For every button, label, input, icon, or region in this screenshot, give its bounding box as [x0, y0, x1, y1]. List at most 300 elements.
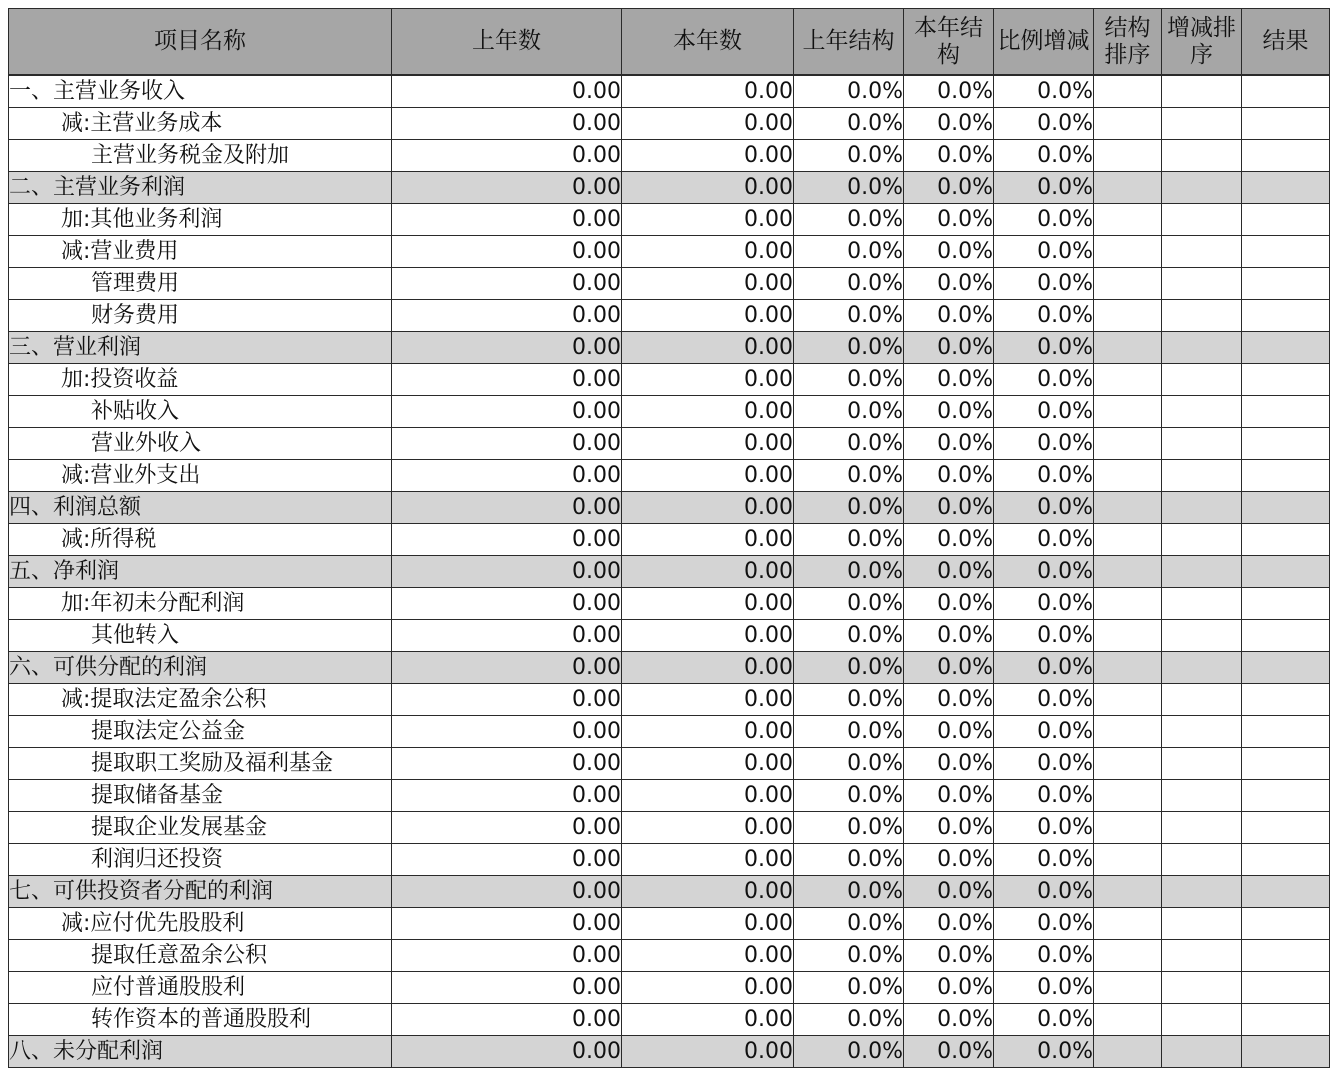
cell-prev-year[interactable]: 0.00 — [392, 652, 622, 684]
cell-structure-rank[interactable] — [1094, 908, 1162, 940]
cell-prev-year[interactable]: 0.00 — [392, 428, 622, 460]
cell-change-rank[interactable] — [1162, 75, 1242, 108]
cell-prev-year[interactable]: 0.00 — [392, 140, 622, 172]
cell-ratio-change[interactable]: 0.0% — [994, 684, 1094, 716]
cell-prev-year[interactable]: 0.00 — [392, 108, 622, 140]
cell-curr-year[interactable]: 0.00 — [622, 108, 794, 140]
cell-structure-rank[interactable] — [1094, 364, 1162, 396]
cell-curr-structure[interactable]: 0.0% — [904, 748, 994, 780]
cell-structure-rank[interactable] — [1094, 460, 1162, 492]
cell-item-name[interactable]: 加:年初未分配利润 — [9, 588, 392, 620]
cell-ratio-change[interactable]: 0.0% — [994, 364, 1094, 396]
table-row-section — [9, 1036, 1330, 1068]
cell-prev-structure[interactable]: 0.0% — [794, 844, 904, 876]
table-row — [9, 716, 1330, 748]
cell-item-name[interactable]: 减:主营业务成本 — [9, 108, 392, 140]
cell-change-rank[interactable] — [1162, 332, 1242, 364]
cell-curr-year[interactable]: 0.00 — [622, 876, 794, 908]
cell-item-name[interactable]: 减:应付优先股股利 — [9, 908, 392, 940]
cell-curr-year[interactable]: 0.00 — [622, 556, 794, 588]
table-row — [9, 396, 1330, 428]
cell-item-name[interactable]: 利润归还投资 — [9, 844, 392, 876]
cell-item-name[interactable]: 减:所得税 — [9, 524, 392, 556]
cell-prev-year[interactable]: 0.00 — [392, 268, 622, 300]
cell-prev-structure[interactable]: 0.0% — [794, 75, 904, 108]
header-cell-change-rank[interactable]: 增减排序 — [1162, 9, 1242, 76]
cell-prev-year[interactable]: 0.00 — [392, 684, 622, 716]
cell-structure-rank[interactable] — [1094, 716, 1162, 748]
cell-curr-year[interactable]: 0.00 — [622, 652, 794, 684]
cell-prev-year[interactable]: 0.00 — [392, 908, 622, 940]
cell-prev-structure[interactable]: 0.0% — [794, 780, 904, 812]
table-row — [9, 364, 1330, 396]
header-row — [9, 9, 1330, 76]
cell-result[interactable] — [1242, 876, 1330, 908]
cell-prev-year[interactable]: 0.00 — [392, 940, 622, 972]
cell-curr-year[interactable]: 0.00 — [622, 172, 794, 204]
cell-prev-structure[interactable]: 0.0% — [794, 1036, 904, 1068]
header-cell-ratio-change[interactable]: 比例增减 — [994, 9, 1094, 76]
cell-result[interactable] — [1242, 300, 1330, 332]
cell-structure-rank[interactable] — [1094, 972, 1162, 1004]
cell-ratio-change[interactable]: 0.0% — [994, 428, 1094, 460]
cell-result[interactable] — [1242, 620, 1330, 652]
cell-ratio-change[interactable]: 0.0% — [994, 204, 1094, 236]
header-cell-item-name[interactable]: 项目名称 — [9, 9, 392, 76]
cell-ratio-change[interactable]: 0.0% — [994, 716, 1094, 748]
cell-change-rank[interactable] — [1162, 140, 1242, 172]
cell-prev-structure[interactable]: 0.0% — [794, 908, 904, 940]
cell-result[interactable] — [1242, 492, 1330, 524]
cell-curr-structure[interactable]: 0.0% — [904, 876, 994, 908]
cell-item-name[interactable]: 提取企业发展基金 — [9, 812, 392, 844]
cell-prev-structure[interactable]: 0.0% — [794, 172, 904, 204]
cell-prev-structure[interactable]: 0.0% — [794, 588, 904, 620]
cell-prev-structure[interactable]: 0.0% — [794, 300, 904, 332]
cell-curr-structure[interactable]: 0.0% — [904, 492, 994, 524]
cell-item-name[interactable]: 五、净利润 — [9, 556, 392, 588]
cell-change-rank[interactable] — [1162, 652, 1242, 684]
cell-result[interactable] — [1242, 172, 1330, 204]
cell-curr-structure[interactable]: 0.0% — [904, 396, 994, 428]
cell-result[interactable] — [1242, 684, 1330, 716]
cell-curr-structure[interactable]: 0.0% — [904, 204, 994, 236]
cell-structure-rank[interactable] — [1094, 236, 1162, 268]
cell-item-name[interactable]: 提取储备基金 — [9, 780, 392, 812]
cell-item-name[interactable]: 加:投资收益 — [9, 364, 392, 396]
cell-result[interactable] — [1242, 652, 1330, 684]
cell-prev-structure[interactable]: 0.0% — [794, 364, 904, 396]
cell-structure-rank[interactable] — [1094, 1004, 1162, 1036]
cell-change-rank[interactable] — [1162, 492, 1242, 524]
cell-structure-rank[interactable] — [1094, 652, 1162, 684]
cell-prev-year[interactable]: 0.00 — [392, 364, 622, 396]
cell-curr-structure[interactable]: 0.0% — [904, 908, 994, 940]
cell-curr-year[interactable]: 0.00 — [622, 332, 794, 364]
cell-curr-year[interactable]: 0.00 — [622, 972, 794, 1004]
cell-item-name[interactable]: 加:其他业务利润 — [9, 204, 392, 236]
cell-result[interactable] — [1242, 75, 1330, 108]
cell-prev-year[interactable]: 0.00 — [392, 716, 622, 748]
cell-item-name[interactable]: 财务费用 — [9, 300, 392, 332]
cell-structure-rank[interactable] — [1094, 332, 1162, 364]
cell-item-name[interactable]: 三、营业利润 — [9, 332, 392, 364]
cell-structure-rank[interactable] — [1094, 556, 1162, 588]
cell-curr-year[interactable]: 0.00 — [622, 492, 794, 524]
cell-result[interactable] — [1242, 460, 1330, 492]
cell-result[interactable] — [1242, 812, 1330, 844]
cell-change-rank[interactable] — [1162, 108, 1242, 140]
cell-result[interactable] — [1242, 1004, 1330, 1036]
cell-structure-rank[interactable] — [1094, 876, 1162, 908]
cell-item-name[interactable]: 一、主营业务收入 — [9, 75, 392, 108]
cell-curr-structure[interactable]: 0.0% — [904, 1004, 994, 1036]
cell-item-name[interactable]: 转作资本的普通股股利 — [9, 1004, 392, 1036]
cell-prev-year[interactable]: 0.00 — [392, 812, 622, 844]
cell-prev-structure[interactable]: 0.0% — [794, 940, 904, 972]
cell-change-rank[interactable] — [1162, 748, 1242, 780]
cell-curr-year[interactable]: 0.00 — [622, 140, 794, 172]
cell-curr-structure[interactable]: 0.0% — [904, 716, 994, 748]
cell-prev-year[interactable]: 0.00 — [392, 1004, 622, 1036]
cell-curr-structure[interactable]: 0.0% — [904, 940, 994, 972]
cell-structure-rank[interactable] — [1094, 588, 1162, 620]
table-row — [9, 748, 1330, 780]
cell-change-rank[interactable] — [1162, 428, 1242, 460]
cell-result[interactable] — [1242, 1036, 1330, 1068]
cell-result[interactable] — [1242, 396, 1330, 428]
cell-ratio-change[interactable]: 0.0% — [994, 620, 1094, 652]
cell-change-rank[interactable] — [1162, 460, 1242, 492]
cell-prev-year[interactable]: 0.00 — [392, 492, 622, 524]
cell-prev-year[interactable]: 0.00 — [392, 460, 622, 492]
cell-structure-rank[interactable] — [1094, 844, 1162, 876]
cell-ratio-change[interactable]: 0.0% — [994, 332, 1094, 364]
cell-curr-year[interactable]: 0.00 — [622, 588, 794, 620]
cell-change-rank[interactable] — [1162, 876, 1242, 908]
cell-result[interactable] — [1242, 780, 1330, 812]
cell-structure-rank[interactable] — [1094, 748, 1162, 780]
cell-prev-structure[interactable]: 0.0% — [794, 140, 904, 172]
cell-ratio-change[interactable]: 0.0% — [994, 556, 1094, 588]
cell-ratio-change[interactable]: 0.0% — [994, 460, 1094, 492]
cell-structure-rank[interactable] — [1094, 396, 1162, 428]
cell-change-rank[interactable] — [1162, 172, 1242, 204]
cell-curr-structure[interactable]: 0.0% — [904, 972, 994, 1004]
cell-change-rank[interactable] — [1162, 620, 1242, 652]
cell-item-name[interactable]: 主营业务税金及附加 — [9, 140, 392, 172]
cell-prev-year[interactable]: 0.00 — [392, 332, 622, 364]
cell-ratio-change[interactable]: 0.0% — [994, 908, 1094, 940]
cell-curr-year[interactable]: 0.00 — [622, 748, 794, 780]
header-cell-curr-year[interactable]: 本年数 — [622, 9, 794, 76]
cell-prev-structure[interactable]: 0.0% — [794, 812, 904, 844]
cell-item-name[interactable]: 减:营业外支出 — [9, 460, 392, 492]
cell-ratio-change[interactable]: 0.0% — [994, 492, 1094, 524]
cell-ratio-change[interactable]: 0.0% — [994, 812, 1094, 844]
cell-result[interactable] — [1242, 940, 1330, 972]
cell-item-name[interactable]: 营业外收入 — [9, 428, 392, 460]
cell-prev-structure[interactable]: 0.0% — [794, 460, 904, 492]
cell-ratio-change[interactable]: 0.0% — [994, 1036, 1094, 1068]
cell-ratio-change[interactable]: 0.0% — [994, 75, 1094, 108]
cell-prev-year[interactable]: 0.00 — [392, 588, 622, 620]
cell-prev-year[interactable]: 0.00 — [392, 236, 622, 268]
cell-item-name[interactable]: 八、未分配利润 — [9, 1036, 392, 1068]
cell-item-name[interactable]: 应付普通股股利 — [9, 972, 392, 1004]
cell-item-name[interactable]: 补贴收入 — [9, 396, 392, 428]
cell-curr-year[interactable]: 0.00 — [622, 1004, 794, 1036]
cell-ratio-change[interactable]: 0.0% — [994, 588, 1094, 620]
cell-curr-year[interactable]: 0.00 — [622, 780, 794, 812]
cell-structure-rank[interactable] — [1094, 684, 1162, 716]
cell-change-rank[interactable] — [1162, 812, 1242, 844]
cell-ratio-change[interactable]: 0.0% — [994, 396, 1094, 428]
cell-change-rank[interactable] — [1162, 940, 1242, 972]
cell-change-rank[interactable] — [1162, 524, 1242, 556]
cell-prev-structure[interactable]: 0.0% — [794, 972, 904, 1004]
cell-item-name[interactable]: 减:提取法定盈余公积 — [9, 684, 392, 716]
cell-change-rank[interactable] — [1162, 684, 1242, 716]
cell-change-rank[interactable] — [1162, 268, 1242, 300]
cell-curr-year[interactable]: 0.00 — [622, 620, 794, 652]
cell-curr-year[interactable]: 0.00 — [622, 204, 794, 236]
cell-structure-rank[interactable] — [1094, 172, 1162, 204]
cell-change-rank[interactable] — [1162, 236, 1242, 268]
cell-item-name[interactable]: 七、可供投资者分配的利润 — [9, 876, 392, 908]
table-row — [9, 428, 1330, 460]
cell-change-rank[interactable] — [1162, 204, 1242, 236]
cell-item-name[interactable]: 其他转入 — [9, 620, 392, 652]
cell-change-rank[interactable] — [1162, 364, 1242, 396]
cell-ratio-change[interactable]: 0.0% — [994, 748, 1094, 780]
cell-curr-structure[interactable]: 0.0% — [904, 364, 994, 396]
cell-curr-year[interactable]: 0.00 — [622, 844, 794, 876]
cell-curr-structure[interactable]: 0.0% — [904, 332, 994, 364]
cell-curr-structure[interactable]: 0.0% — [904, 844, 994, 876]
cell-result[interactable] — [1242, 268, 1330, 300]
cell-curr-year[interactable]: 0.00 — [622, 300, 794, 332]
cell-prev-structure[interactable]: 0.0% — [794, 1004, 904, 1036]
cell-curr-structure[interactable]: 0.0% — [904, 428, 994, 460]
cell-ratio-change[interactable]: 0.0% — [994, 876, 1094, 908]
cell-curr-year[interactable]: 0.00 — [622, 812, 794, 844]
cell-prev-year[interactable]: 0.00 — [392, 748, 622, 780]
cell-change-rank[interactable] — [1162, 1036, 1242, 1068]
cell-ratio-change[interactable]: 0.0% — [994, 1004, 1094, 1036]
cell-result[interactable] — [1242, 748, 1330, 780]
cell-change-rank[interactable] — [1162, 556, 1242, 588]
cell-curr-structure[interactable]: 0.0% — [904, 300, 994, 332]
cell-structure-rank[interactable] — [1094, 204, 1162, 236]
cell-prev-structure[interactable]: 0.0% — [794, 716, 904, 748]
cell-ratio-change[interactable]: 0.0% — [994, 300, 1094, 332]
cell-change-rank[interactable] — [1162, 588, 1242, 620]
cell-curr-structure[interactable]: 0.0% — [904, 812, 994, 844]
cell-result[interactable] — [1242, 716, 1330, 748]
cell-result[interactable] — [1242, 108, 1330, 140]
cell-item-name[interactable]: 二、主营业务利润 — [9, 172, 392, 204]
cell-curr-year[interactable]: 0.00 — [622, 524, 794, 556]
cell-prev-year[interactable]: 0.00 — [392, 844, 622, 876]
cell-item-name[interactable]: 六、可供分配的利润 — [9, 652, 392, 684]
cell-item-name[interactable]: 减:营业费用 — [9, 236, 392, 268]
cell-change-rank[interactable] — [1162, 908, 1242, 940]
cell-result[interactable] — [1242, 428, 1330, 460]
cell-curr-year[interactable]: 0.00 — [622, 908, 794, 940]
cell-result[interactable] — [1242, 972, 1330, 1004]
cell-ratio-change[interactable]: 0.0% — [994, 108, 1094, 140]
cell-prev-year[interactable]: 0.00 — [392, 556, 622, 588]
table-row — [9, 300, 1330, 332]
cell-prev-structure[interactable]: 0.0% — [794, 204, 904, 236]
cell-ratio-change[interactable]: 0.0% — [994, 972, 1094, 1004]
cell-curr-structure[interactable]: 0.0% — [904, 108, 994, 140]
cell-prev-structure[interactable]: 0.0% — [794, 268, 904, 300]
cell-prev-structure[interactable]: 0.0% — [794, 556, 904, 588]
cell-curr-structure[interactable]: 0.0% — [904, 268, 994, 300]
cell-curr-year[interactable]: 0.00 — [622, 460, 794, 492]
cell-prev-year[interactable]: 0.00 — [392, 75, 622, 108]
cell-item-name[interactable]: 四、利润总额 — [9, 492, 392, 524]
cell-curr-structure[interactable]: 0.0% — [904, 1036, 994, 1068]
cell-prev-year[interactable]: 0.00 — [392, 396, 622, 428]
cell-item-name[interactable]: 提取法定公益金 — [9, 716, 392, 748]
cell-change-rank[interactable] — [1162, 844, 1242, 876]
cell-prev-structure[interactable]: 0.0% — [794, 332, 904, 364]
cell-curr-structure[interactable]: 0.0% — [904, 236, 994, 268]
cell-ratio-change[interactable]: 0.0% — [994, 652, 1094, 684]
cell-prev-year[interactable]: 0.00 — [392, 876, 622, 908]
cell-prev-structure[interactable]: 0.0% — [794, 108, 904, 140]
cell-curr-structure[interactable]: 0.0% — [904, 524, 994, 556]
cell-result[interactable] — [1242, 332, 1330, 364]
cell-structure-rank[interactable] — [1094, 75, 1162, 108]
cell-curr-structure[interactable]: 0.0% — [904, 75, 994, 108]
table-row — [9, 812, 1330, 844]
cell-structure-rank[interactable] — [1094, 268, 1162, 300]
cell-prev-year[interactable]: 0.00 — [392, 172, 622, 204]
cell-structure-rank[interactable] — [1094, 780, 1162, 812]
cell-curr-structure[interactable]: 0.0% — [904, 172, 994, 204]
cell-curr-year[interactable]: 0.00 — [622, 364, 794, 396]
header-cell-structure-rank[interactable]: 结构排序 — [1094, 9, 1162, 76]
cell-ratio-change[interactable]: 0.0% — [994, 940, 1094, 972]
cell-curr-year[interactable]: 0.00 — [622, 940, 794, 972]
cell-structure-rank[interactable] — [1094, 524, 1162, 556]
cell-curr-structure[interactable]: 0.0% — [904, 140, 994, 172]
cell-result[interactable] — [1242, 524, 1330, 556]
cell-curr-year[interactable]: 0.00 — [622, 428, 794, 460]
cell-structure-rank[interactable] — [1094, 108, 1162, 140]
cell-prev-year[interactable]: 0.00 — [392, 204, 622, 236]
cell-curr-structure[interactable]: 0.0% — [904, 684, 994, 716]
cell-curr-year[interactable]: 0.00 — [622, 396, 794, 428]
cell-structure-rank[interactable] — [1094, 940, 1162, 972]
cell-prev-structure[interactable]: 0.0% — [794, 428, 904, 460]
cell-change-rank[interactable] — [1162, 716, 1242, 748]
header-cell-result[interactable]: 结果 — [1242, 9, 1330, 76]
cell-prev-structure[interactable]: 0.0% — [794, 236, 904, 268]
cell-prev-year[interactable]: 0.00 — [392, 620, 622, 652]
cell-prev-structure[interactable]: 0.0% — [794, 524, 904, 556]
cell-change-rank[interactable] — [1162, 1004, 1242, 1036]
cell-item-name[interactable]: 提取职工奖励及福利基金 — [9, 748, 392, 780]
cell-prev-year[interactable]: 0.00 — [392, 780, 622, 812]
cell-prev-structure[interactable]: 0.0% — [794, 652, 904, 684]
cell-result[interactable] — [1242, 204, 1330, 236]
cell-ratio-change[interactable]: 0.0% — [994, 780, 1094, 812]
cell-structure-rank[interactable] — [1094, 428, 1162, 460]
cell-change-rank[interactable] — [1162, 780, 1242, 812]
cell-curr-year[interactable]: 0.00 — [622, 236, 794, 268]
cell-prev-structure[interactable]: 0.0% — [794, 876, 904, 908]
cell-prev-structure[interactable]: 0.0% — [794, 492, 904, 524]
cell-change-rank[interactable] — [1162, 396, 1242, 428]
cell-structure-rank[interactable] — [1094, 492, 1162, 524]
cell-ratio-change[interactable]: 0.0% — [994, 524, 1094, 556]
cell-structure-rank[interactable] — [1094, 620, 1162, 652]
cell-prev-structure[interactable]: 0.0% — [794, 684, 904, 716]
cell-result[interactable] — [1242, 236, 1330, 268]
cell-ratio-change[interactable]: 0.0% — [994, 236, 1094, 268]
cell-ratio-change[interactable]: 0.0% — [994, 140, 1094, 172]
cell-curr-year[interactable]: 0.00 — [622, 75, 794, 108]
cell-curr-structure[interactable]: 0.0% — [904, 652, 994, 684]
cell-structure-rank[interactable] — [1094, 300, 1162, 332]
cell-structure-rank[interactable] — [1094, 1036, 1162, 1068]
cell-curr-year[interactable]: 0.00 — [622, 684, 794, 716]
header-cell-prev-year[interactable]: 上年数 — [392, 9, 622, 76]
cell-prev-year[interactable]: 0.00 — [392, 300, 622, 332]
table-row-section — [9, 876, 1330, 908]
cell-result[interactable] — [1242, 908, 1330, 940]
cell-prev-structure[interactable]: 0.0% — [794, 748, 904, 780]
cell-item-name[interactable]: 提取任意盈余公积 — [9, 940, 392, 972]
cell-item-name[interactable]: 管理费用 — [9, 268, 392, 300]
cell-curr-year[interactable]: 0.00 — [622, 268, 794, 300]
cell-curr-year[interactable]: 0.00 — [622, 1036, 794, 1068]
header-cell-prev-structure[interactable]: 上年结构 — [794, 9, 904, 76]
cell-curr-structure[interactable]: 0.0% — [904, 460, 994, 492]
header-cell-curr-structure[interactable]: 本年结构 — [904, 9, 994, 76]
cell-curr-structure[interactable]: 0.0% — [904, 588, 994, 620]
cell-prev-year[interactable]: 0.00 — [392, 972, 622, 1004]
cell-ratio-change[interactable]: 0.0% — [994, 172, 1094, 204]
cell-result[interactable] — [1242, 844, 1330, 876]
table-row — [9, 140, 1330, 172]
cell-structure-rank[interactable] — [1094, 812, 1162, 844]
cell-ratio-change[interactable]: 0.0% — [994, 844, 1094, 876]
cell-result[interactable] — [1242, 588, 1330, 620]
cell-curr-structure[interactable]: 0.0% — [904, 556, 994, 588]
cell-curr-structure[interactable]: 0.0% — [904, 780, 994, 812]
cell-prev-structure[interactable]: 0.0% — [794, 620, 904, 652]
cell-result[interactable] — [1242, 364, 1330, 396]
cell-prev-year[interactable]: 0.00 — [392, 524, 622, 556]
cell-curr-structure[interactable]: 0.0% — [904, 620, 994, 652]
cell-ratio-change[interactable]: 0.0% — [994, 268, 1094, 300]
cell-prev-year[interactable]: 0.00 — [392, 1036, 622, 1068]
cell-prev-structure[interactable]: 0.0% — [794, 396, 904, 428]
cell-curr-year[interactable]: 0.00 — [622, 716, 794, 748]
cell-result[interactable] — [1242, 140, 1330, 172]
cell-change-rank[interactable] — [1162, 972, 1242, 1004]
cell-result[interactable] — [1242, 556, 1330, 588]
cell-change-rank[interactable] — [1162, 300, 1242, 332]
cell-structure-rank[interactable] — [1094, 140, 1162, 172]
table-row — [9, 268, 1330, 300]
